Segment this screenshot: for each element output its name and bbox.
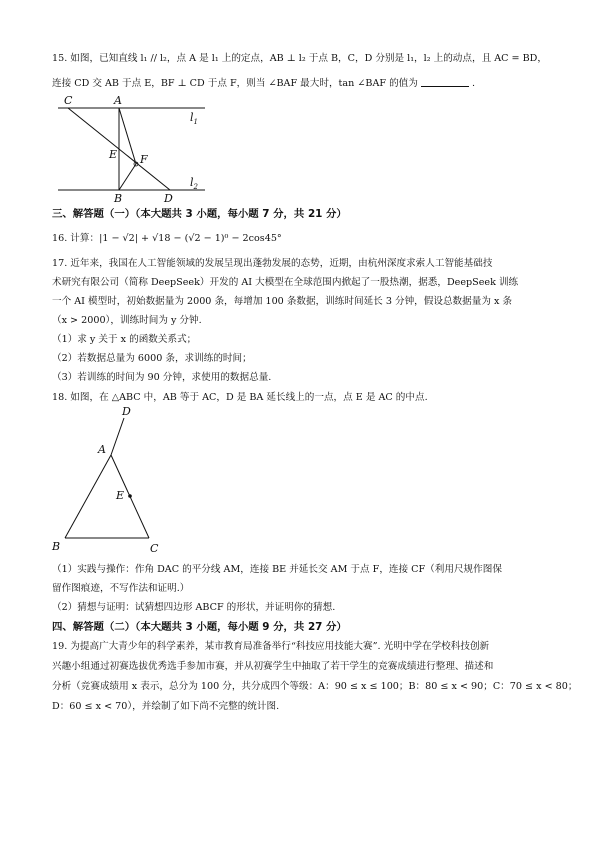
label-a: A [114,94,122,107]
label-l1-sub: 1 [193,118,198,126]
label-e: E [116,489,125,502]
q16-text: 16. 计算：|1 − √2| + √18 − (√2 − 1)⁰ − 2cos45° [52,233,282,244]
label-l1-main: l [190,111,194,124]
q18-sub2: （2）猜想与证明：试猜想四边形 ABCF 的形状，并证明你的猜想. [52,602,336,613]
section4-heading: 四、解答题（二）（本大题共 3 小题，每小题 9 分，共 27 分） [52,621,347,633]
q15-line2 [52,77,475,91]
segment-ab [65,455,111,538]
label-c: C [150,542,159,555]
section3-heading: 三、解答题（一）（本大题共 3 小题，每小题 7 分，共 21 分） [52,208,347,220]
q15-line2-text: 连接 CD 交 AB 于点 E，BF ⊥ CD 于点 F，则当 ∠BAF 最大时，tan ∠BAF 的值为 [52,78,418,89]
q19-line2: 兴趣小组通过初赛选拔优秀选手参加市赛，并从初赛学生中抽取了若干学生的竞赛成绩进行整理、描述和 [52,661,494,672]
label-c: C [64,94,73,107]
label-e: E [109,148,118,161]
q19-line4: D：60 ≤ x < 70），并绘制了如下尚不完整的统计图. [52,701,280,712]
segment-bf [119,164,136,190]
label-b: B [114,192,123,205]
segment-ad [111,418,124,455]
label-l2-sub: 2 [193,183,198,191]
q17-sub3: （3）若训练的时间为 90 分钟，求使用的数据总量. [52,372,272,383]
q19-line1: 19. 为提高广大青少年的科学素养，某市教育局准备举行“科技应用技能大赛”. 光明中学在学校科技创新 [52,641,490,652]
q17-line3: 一个 AI 模型时，初始数据量为 2000 条，每增加 100 条数据，训练时间延长 3 分钟，假设总数据量为 x 条 [52,296,513,307]
label-a: A [98,443,106,456]
q18-figure [50,405,170,560]
q17-line4: （x > 2000），训练时间为 y 分钟. [52,315,202,326]
label-l2 [190,176,199,191]
q18-line1: 18. 如图，在 △ABC 中，AB 等于 AC，D 是 BA 延长线上的一点，点 E 是 AC 的中点. [52,392,428,403]
q15-figure [52,94,212,206]
q17-line1: 17. 近年来，我国在人工智能领域的发展呈现出蓬勃发展的态势，近期，由杭州深度求索人工智能基础技 [52,258,493,269]
label-l1 [190,111,198,126]
answer-blank [421,77,469,87]
q17-sub1: （1）求 y 关于 x 的函数关系式； [52,334,197,345]
point-e-marker [128,494,132,498]
label-d: D [164,192,173,205]
label-d: D [122,405,131,418]
label-f: F [140,153,148,166]
q18-sub1-line2: 留作图痕迹，不写作法和证明.） [52,583,190,594]
q15-line1: 15. 如图，已知直线 l₁ // l₂，点 A 是 l₁ 上的定点，AB ⊥ l₂ 于点 B，C，D 分别是 l₁，l₂ 上的动点，且 AC = BD， [52,53,547,64]
q17-line2: 术研究有限公司（简称 DeepSeek）开发的 AI 大模型在全球范围内掀起了一股热潮，据悉，DeepSeek 训练 [52,277,519,288]
label-l2-main: l [190,176,194,189]
label-b: B [52,540,61,553]
q18-sub1-line1: （1）实践与操作：作角 DAC 的平分线 AM，连接 BE 并延长交 AM 于点 F，连接 CF（利用尺规作图保 [52,564,502,575]
q17-sub2: （2）若数据总量为 6000 条，求训练的时间； [52,353,252,364]
q15-line2-end: . [472,78,476,89]
q19-line3: 分析（竞赛成绩用 x 表示，总分为 100 分，共分成四个等级：A：90 ≤ x ≤ 100；B：80 ≤ x < 90；C：70 ≤ x < 80； [52,681,578,692]
